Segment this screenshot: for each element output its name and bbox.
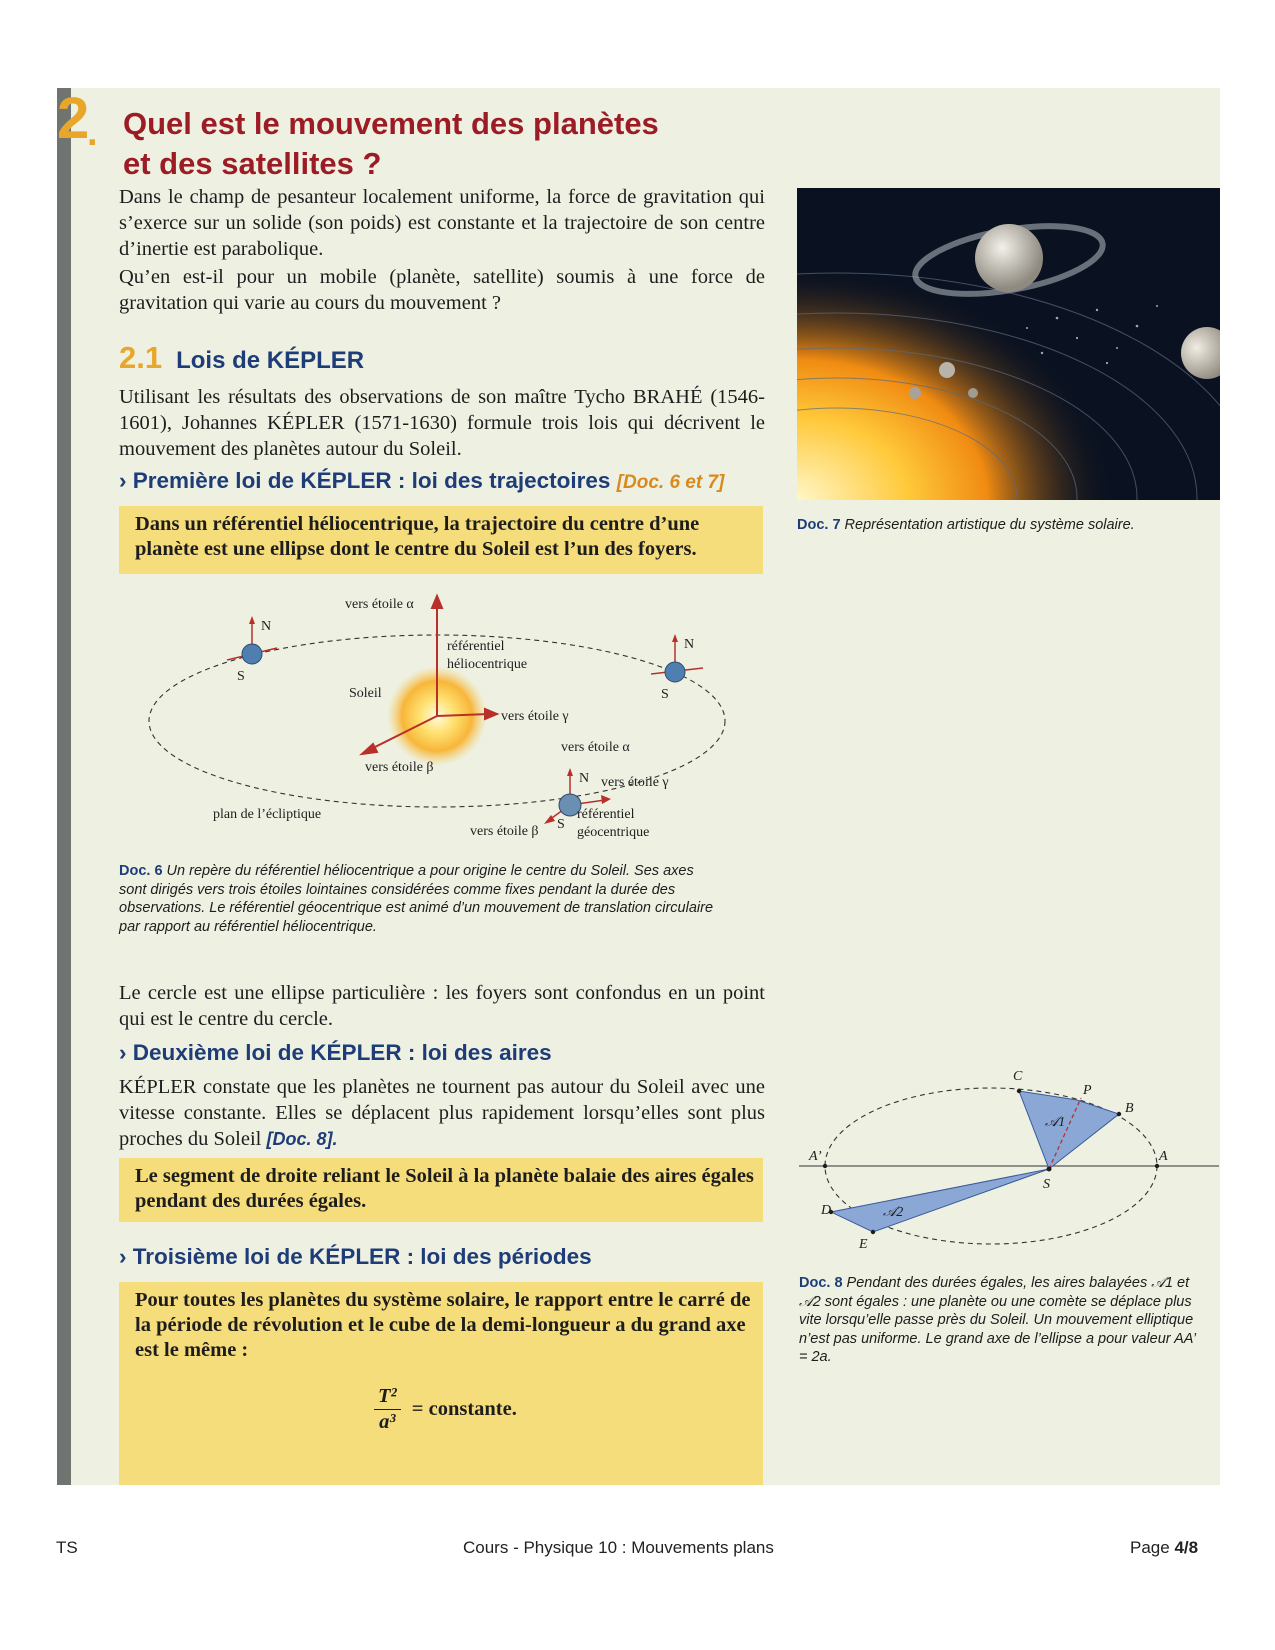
footer-page-number — [1130, 1538, 1198, 1558]
label-sun: Soleil — [349, 686, 382, 701]
section-title: Lois de KÉPLER — [176, 347, 365, 374]
formula-rhs: = constante. — [411, 1398, 517, 1420]
doc7-label: Doc. 7 — [797, 517, 841, 533]
doc8-caption — [799, 1274, 1199, 1367]
law2-statement-box — [119, 1158, 763, 1222]
earth-right-n: N — [684, 637, 695, 652]
area-a1 — [1019, 1091, 1119, 1169]
label-helio2: héliocentrique — [447, 657, 528, 672]
chapter-number: 2 — [57, 88, 90, 151]
earth-geocentric — [470, 740, 669, 840]
footer-page-prefix: Page — [1130, 1538, 1175, 1557]
area-a2 — [831, 1169, 1049, 1232]
point-e: E — [859, 1237, 868, 1252]
law2-doc-ref: [Doc. 8]. — [266, 1129, 338, 1149]
law3-heading: › Troisième loi de KÉPLER : loi des périodes — [119, 1244, 592, 1269]
earth-geo-s: S — [557, 817, 565, 832]
point-a-prime: A’ — [809, 1149, 822, 1164]
point-b: B — [1125, 1101, 1134, 1116]
label-ecliptic: plan de l’écliptique — [213, 807, 322, 822]
chapter-dot: . — [87, 112, 98, 154]
formula-denominator: a³ — [379, 1411, 396, 1433]
kepler3-formula — [374, 1384, 517, 1435]
law1-heading-text: › Première loi de KÉPLER : loi des trajectoires — [119, 468, 611, 493]
doc7-caption — [797, 516, 1207, 535]
point-p: P — [1083, 1083, 1092, 1098]
label-star-alpha-top: vers étoile α — [345, 597, 414, 612]
label-star-beta: vers étoile β — [365, 760, 434, 775]
doc8-ellipse-diagram — [799, 1066, 1219, 1266]
footer-class: TS — [56, 1538, 78, 1557]
title-line-1: Quel est le mouvement des planètes — [123, 106, 659, 141]
formula-numerator: T² — [374, 1384, 401, 1410]
footer-page-value: 4/8 — [1174, 1538, 1199, 1557]
earth-right-s: S — [661, 687, 669, 702]
doc6-label: Doc. 6 — [119, 863, 163, 879]
law2-text — [119, 1074, 765, 1152]
point-s: S — [1043, 1177, 1050, 1192]
doc6-caption — [119, 862, 719, 936]
label-geo2: géocentrique — [577, 825, 650, 840]
law1-heading — [119, 468, 799, 494]
section-heading — [119, 340, 364, 376]
law1-statement-box — [119, 506, 763, 574]
page-title — [123, 104, 763, 184]
label-geo-gamma: vers étoile γ — [601, 775, 669, 790]
point-a: A — [1159, 1149, 1168, 1164]
label-geo-alpha: vers étoile α — [561, 740, 630, 755]
saturn-planet — [975, 224, 1043, 292]
law2-statement: Le segment de droite reliant le Soleil à la planète balaie des aires égales pendant des durées égales. — [135, 1165, 754, 1212]
footer-course-title: Cours - Physique 10 : Mouvements plans — [463, 1538, 774, 1557]
label-area-a2: 𝒜2 — [883, 1205, 904, 1220]
label-area-a1: 𝒜1 — [1045, 1115, 1066, 1130]
earth-geo-n: N — [579, 771, 590, 786]
law1-statement: Dans un référentiel héliocentrique, la trajectoire du centre d’une planète est une ellipse dont le centre du Soleil est l’un des foyers. — [135, 513, 700, 560]
title-line-2: et des satellites ? — [123, 146, 382, 181]
page-binding-shadow — [57, 88, 71, 1485]
textbook-page — [57, 88, 1220, 1485]
law3-statement-box — [119, 1282, 763, 1485]
doc7-solar-system-image — [797, 188, 1220, 500]
point-d: D — [821, 1203, 832, 1218]
label-geo: référentiel — [577, 807, 635, 822]
circle-note: Le cercle est une ellipse particulière : les foyers sont confondus en un point qui est le centre du cercle. — [119, 982, 765, 1030]
doc7-caption-text: Représentation artistique du système solaire. — [844, 517, 1135, 533]
point-c: C — [1013, 1069, 1023, 1084]
label-helio: référentiel — [447, 639, 505, 654]
section-number: 2.1 — [119, 340, 163, 375]
law3-statement: Pour toutes les planètes du système solaire, le rapport entre le carré de la période de révolution et le cube de la demi-longueur a du grand axe est le même : — [135, 1289, 751, 1361]
law2-text-body: KÉPLER constate que les planètes ne tournent pas autour du Soleil avec une vitesse constante. Elles se déplacent plus rapidement lorsqu’elles sont plus proches du Soleil — [119, 1076, 765, 1150]
law1-doc-ref: [Doc. 6 et 7] — [616, 472, 725, 493]
label-geo-beta: vers étoile β — [470, 824, 539, 839]
earth-left — [227, 616, 277, 684]
intro-paragraph-2: Qu’en est-il pour un mobile (planète, satellite) soumis à une force de gravitation qui varie au cours du mouvement ? — [119, 266, 765, 314]
law2-heading: › Deuxième loi de KÉPLER : loi des aires — [119, 1040, 552, 1065]
earth-right — [651, 634, 703, 702]
doc6-caption-text: Un repère du référentiel héliocentrique a pour origine le centre du Soleil. Ses axes sont dirigés vers trois étoiles lointaines considérées comme fixes pendant la durée des observations. Le référentiel géocentrique est animé d’un mouvement de translation circulaire par rapport au référentiel héliocentrique. — [119, 863, 714, 935]
earth-left-s: S — [237, 669, 245, 684]
section-intro-text: Utilisant les résultats des observations de son maître Tycho BRAHÉ (1546-1601), Johannes KÉPLER (1571-1630) formule trois lois qui décrivent le mouvement des planètes autour du Soleil. — [119, 386, 765, 460]
doc8-label: Doc. 8 — [799, 1275, 843, 1291]
doc8-caption-text: Pendant des durées égales, les aires balayées 𝒜1 et 𝒜2 sont égales : une planète ou une comète se déplace plus vite lorsqu’elle passe près du Soleil. Un mouvement elliptique n’est pas uniforme. Le grand axe de l’ellipse a pour valeur AA’ = 2a. — [799, 1275, 1196, 1365]
label-star-gamma: vers étoile γ — [501, 709, 569, 724]
doc6-diagram — [137, 588, 757, 848]
earth-left-n: N — [261, 619, 272, 634]
intro-paragraph-1: Dans le champ de pesanteur localement uniforme, la force de gravitation qui s’exerce sur un solide (son poids) est constante et la trajectoire de son centre d’inertie est parabolique. — [119, 186, 765, 260]
